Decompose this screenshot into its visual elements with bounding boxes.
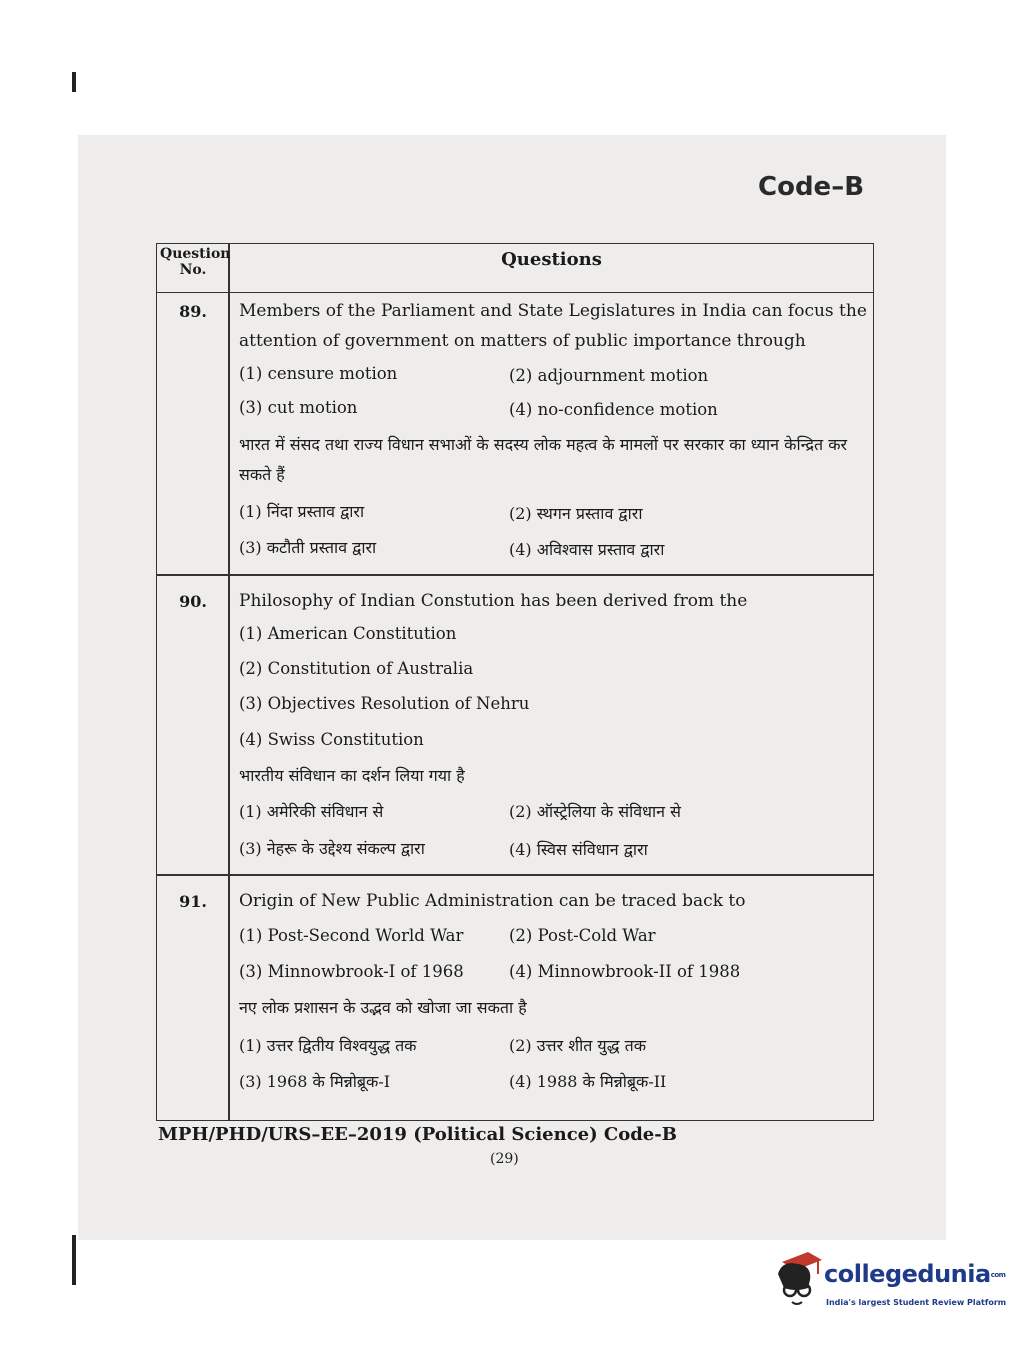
question-number: 90. [179, 592, 207, 611]
option: (1) American Constitution [239, 624, 457, 643]
option: (4) 1988 के मिन्नोब्रूक-II [509, 1072, 667, 1091]
row-divider [157, 874, 873, 876]
option: (3) Minnowbrook-I of 1968 [239, 962, 464, 981]
option: (2) Post-Cold War [509, 926, 656, 945]
option: (1) Post-Second World War [239, 926, 464, 945]
option: (3) कटौती प्रस्ताव द्वारा [239, 538, 377, 557]
scan-edge-mark-bottom [72, 1235, 76, 1285]
option: (4) Swiss Constitution [239, 730, 424, 749]
question-number: 89. [179, 302, 207, 321]
header-question-no: Question No. [160, 246, 231, 278]
option: (3) cut motion [239, 398, 358, 417]
page-number: (29) [490, 1151, 519, 1167]
header-questions: Questions [501, 249, 602, 270]
option: (3) Objectives Resolution of Nehru [239, 694, 530, 713]
option: (4) no-confidence motion [509, 400, 718, 419]
option: (3) नेहरू के उद्देश्य संकल्प द्वारा [239, 839, 425, 858]
option: (2) स्थगन प्रस्ताव द्वारा [509, 504, 643, 523]
option: (1) अमेरिकी संविधान से [239, 802, 384, 821]
question-text-hi: भारतीय संविधान का दर्शन लिया गया है [239, 766, 465, 785]
option: (1) निंदा प्रस्ताव द्वारा [239, 502, 365, 521]
option: (4) अविश्वास प्रस्ताव द्वारा [509, 540, 665, 559]
question-text-en: Philosophy of Indian Constution has been derived from the [239, 591, 748, 611]
table-header [157, 244, 873, 293]
brand-name: collegeduniacom [824, 1260, 1006, 1288]
option: (2) उत्तर शीत युद्ध तक [509, 1036, 646, 1055]
question-text-en: Members of the Parliament and State Legislatures in India can focus the attention of government on matters of public importance through [239, 301, 867, 351]
question-text-hi: भारत में संसद तथा राज्य विधान सभाओं के सदस्य लोक महत्व के मामलों पर सरकार का ध्यान केन्द्रित कर सकते हैं [239, 435, 848, 484]
column-divider [228, 244, 230, 1120]
footer-paper-title: MPH/PHD/URS–EE–2019 (Political Science) Code-B [158, 1124, 677, 1145]
collegedunia-watermark [768, 1248, 1007, 1318]
paper-code: Code–B [758, 172, 865, 202]
option: (2) ऑस्ट्रेलिया के संविधान से [509, 802, 681, 821]
scan-edge-mark-top [72, 72, 76, 92]
option: (1) censure motion [239, 364, 398, 383]
option: (4) स्विस संविधान द्वारा [509, 840, 648, 859]
option: (1) उत्तर द्वितीय विश्वयुद्ध तक [239, 1036, 417, 1055]
question-text-en: Origin of New Public Administration can be traced back to [239, 891, 746, 911]
question-number: 91. [179, 892, 207, 911]
option: (4) Minnowbrook-II of 1988 [509, 962, 741, 981]
option: (3) 1968 के मिन्नोब्रूक-I [239, 1072, 391, 1091]
question-text-hi: नए लोक प्रशासन के उद्भव को खोजा जा सकता है [239, 998, 527, 1017]
questions-table [156, 243, 874, 1121]
option: (2) adjournment motion [509, 366, 709, 385]
row-divider [157, 574, 873, 576]
student-mascot-icon [768, 1248, 822, 1314]
brand-tagline: India's largest Student Review Platform [826, 1298, 1007, 1307]
option: (2) Constitution of Australia [239, 659, 474, 678]
